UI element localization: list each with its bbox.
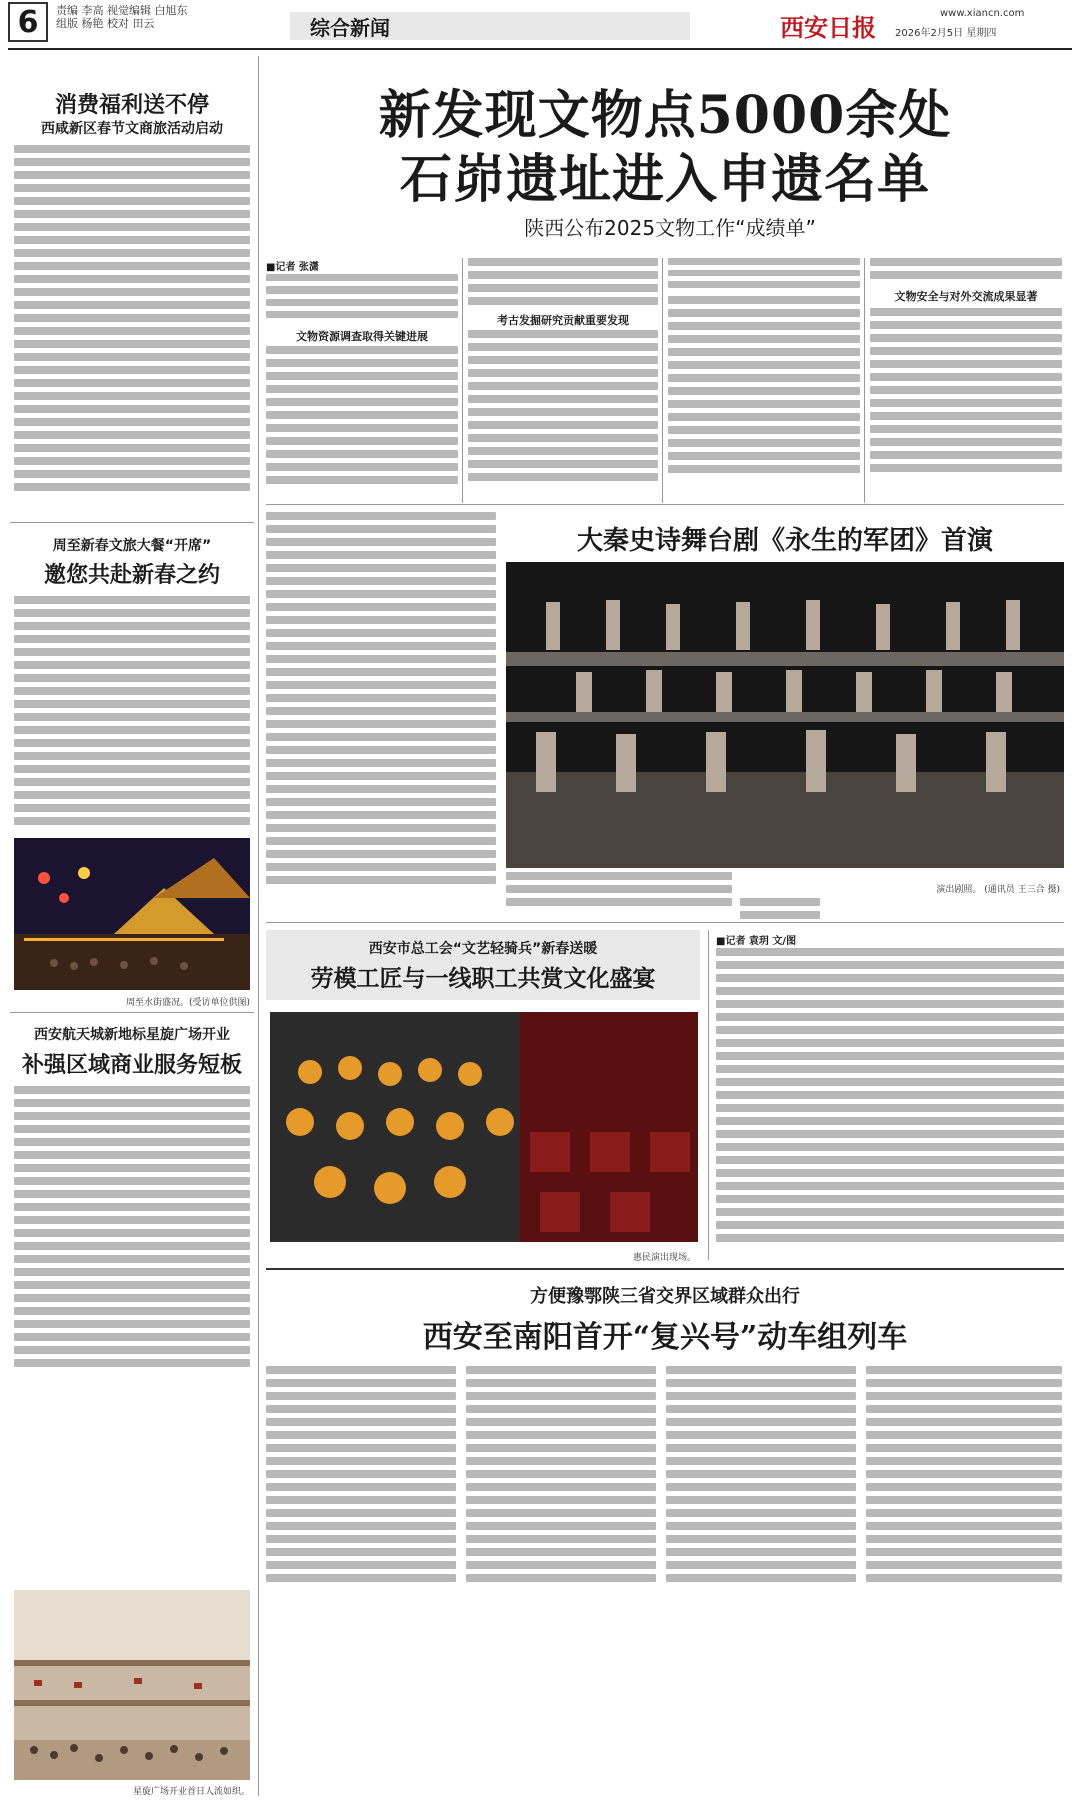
train-col2 [466, 1366, 656, 1596]
issue-date: 2026年2月5日 星期四 [895, 28, 997, 39]
union-divider [266, 922, 1064, 923]
left2-title: 邀您共赴新春之约 [43, 562, 220, 588]
main-col3-body [668, 296, 860, 500]
left1-subtitle: 西咸新区春节文商旅活动启动 [41, 121, 223, 137]
left3-title: 补强区域商业服务短板 [21, 1052, 242, 1078]
train-title: 西安至南阳首开“复兴号”动车组列车 [422, 1320, 908, 1355]
left1-body [14, 145, 250, 505]
newspaper-logo: 西安日报 [780, 13, 876, 42]
left2-body [14, 596, 250, 832]
main-col3-body-top [668, 258, 860, 288]
editor-credits: 责编 李高 视觉编辑 白旭东 组版 杨艳 校对 田云 [56, 4, 188, 30]
main-col-divider-1 [462, 258, 463, 503]
main-title-line-1: 新发现文物点5000余处 [378, 85, 952, 146]
main-byline: ■记者 张潇 [266, 262, 319, 273]
union-byline: ■记者 袁玥 文/图 [716, 936, 797, 947]
union-caption: 惠民演出现场。 [632, 1253, 696, 1263]
main-subtitle: 陕西公布2025文物工作“成绩单” [524, 216, 816, 240]
left3-body [14, 1086, 250, 1372]
water-street-photo [14, 838, 250, 990]
drama-col2-bottom [506, 872, 732, 912]
main-col2-body-top [468, 258, 658, 306]
main-col4-body [870, 308, 1062, 498]
main-section-3: 文物安全与对外交流成果显著 [894, 290, 1038, 303]
main-col1-body [266, 346, 458, 496]
main-col4-body-top [870, 258, 1062, 282]
drama-col3-bottom [740, 898, 820, 922]
section-bar [290, 12, 690, 40]
site-url[interactable]: www.xiancn.com [940, 8, 1025, 19]
drama-photo [506, 562, 1064, 868]
left-divider-1 [10, 522, 254, 523]
left3-subtitle: 西安航天城新地标星旋广场开业 [34, 1027, 230, 1043]
main-col1-lead [266, 274, 458, 318]
union-subtitle: 西安市总工会“文艺轻骑兵”新春送暖 [368, 941, 598, 957]
union-photo [270, 1012, 698, 1242]
train-subtitle: 方便豫鄂陕三省交界区域群众出行 [530, 1286, 800, 1307]
main-title-line-2: 石峁遗址进入申遗名单 [399, 149, 930, 210]
main-section-2: 考古发掘研究贡献重要发现 [497, 314, 629, 327]
page-number: 6 [8, 2, 48, 42]
train-divider [266, 1268, 1064, 1270]
main-section-1: 文物资源调查取得关键进展 [296, 330, 428, 343]
drama-caption: 演出剧照。 (通讯员 王三合 摄) [936, 885, 1060, 895]
drama-title: 大秦史诗舞台剧《永生的军团》首演 [576, 526, 993, 556]
mall-caption: 星旋广场开业首日人流如织。 [132, 1787, 250, 1797]
main-col-divider-3 [864, 258, 865, 503]
left-divider-2 [10, 1012, 254, 1013]
union-col-divider [708, 930, 709, 1260]
water-street-caption: 周至水街盛况。(受访单位供图) [125, 998, 250, 1008]
left1-title: 消费福利送不停 [54, 92, 209, 118]
left-column-divider [258, 56, 259, 1796]
header-rule [8, 48, 1072, 50]
section-name: 综合新闻 [310, 15, 390, 40]
drama-divider [266, 504, 1064, 505]
union-title: 劳模工匠与一线职工共赏文化盛宴 [310, 965, 656, 992]
main-col2-body [468, 330, 658, 500]
union-body [716, 948, 1064, 1258]
train-col1 [266, 1366, 456, 1596]
main-col-divider-2 [662, 258, 663, 503]
drama-col1-body [266, 512, 496, 902]
left2-subtitle: 周至新春文旅大餐“开席” [52, 538, 212, 554]
train-col3 [666, 1366, 856, 1596]
mall-photo [14, 1590, 250, 1780]
train-col4 [866, 1366, 1062, 1596]
